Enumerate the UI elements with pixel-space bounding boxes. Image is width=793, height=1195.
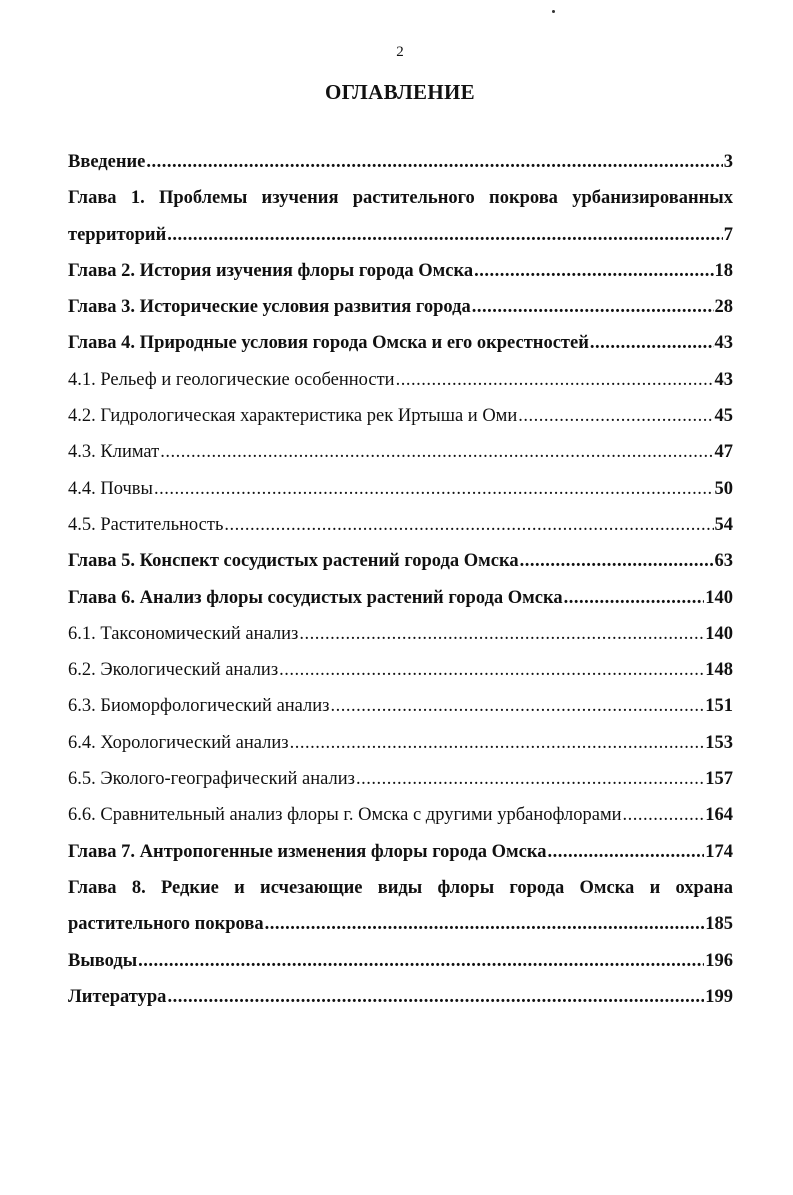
toc-word: урбанизированных (572, 188, 733, 209)
toc-entry-chapter-4 (68, 325, 733, 361)
toc-entry-page: 199 (705, 986, 733, 1007)
toc-entry-4-5 (68, 507, 733, 543)
toc-entry-page: 28 (714, 297, 733, 318)
toc-entry-label: Глава 3. Исторические условия развития города (68, 297, 471, 318)
dot-leader (564, 580, 705, 616)
toc-word: Глава (68, 877, 117, 898)
toc-entry-chapter-8-line-2 (68, 906, 733, 942)
toc-entry-chapter-6 (68, 580, 733, 616)
toc-word: флоры (437, 877, 495, 898)
toc-entry-page: 47 (714, 442, 733, 463)
dot-leader (356, 761, 704, 797)
toc-entry-page: 54 (714, 514, 733, 535)
toc-entry-4-1 (68, 362, 733, 398)
toc-entry-4-2 (68, 398, 733, 434)
toc-entry-label: 6.5. Эколого-географический анализ (68, 769, 355, 790)
toc-word: 1. (130, 188, 145, 209)
toc-word: и (234, 877, 245, 898)
toc-entry-label: 6.4. Хорологический анализ (68, 732, 289, 753)
toc-entry-label: Глава 4. Природные условия города Омска и его окрестностей (68, 333, 589, 354)
toc-word: Омска (579, 877, 635, 898)
toc-entry-label: 6.1. Таксономический анализ (68, 623, 299, 644)
toc-word: растительного (352, 188, 475, 209)
toc-entry-page: 196 (705, 950, 733, 971)
toc-entry-label: Глава 2. История изучения флоры города Омска (68, 260, 474, 281)
toc-word: Глава (68, 188, 117, 209)
toc-entry-label: Глава 7. Антропогенные изменения флоры города Омска (68, 841, 547, 862)
toc-entry-label: 6.3. Биоморфологический анализ (68, 696, 330, 717)
toc-entry-page: 140 (705, 587, 733, 608)
scan-speck (552, 10, 555, 13)
dot-leader (138, 943, 704, 979)
toc-entry-page: 18 (714, 260, 733, 281)
toc-entry-chapter-7 (68, 834, 733, 870)
dot-leader (299, 616, 704, 652)
toc-entry-label: 4.4. Почвы (68, 478, 153, 499)
toc-word: виды (377, 877, 423, 898)
toc-entry-page: 43 (714, 369, 733, 390)
toc-entry-6-4 (68, 725, 733, 761)
toc-entry-label: Выводы (68, 950, 138, 971)
toc-word: Проблемы (158, 188, 248, 209)
toc-entry-page: 185 (705, 914, 733, 935)
toc-entry-label: 6.2. Экологический анализ (68, 660, 279, 681)
toc-entry-page: 174 (705, 841, 733, 862)
dot-leader (474, 253, 713, 289)
toc-word: города (509, 877, 565, 898)
dot-leader (160, 434, 713, 470)
toc-entry-6-5 (68, 761, 733, 797)
toc-entry-page: 164 (705, 805, 733, 826)
toc-entry-chapter-2 (68, 253, 733, 289)
toc-entry-label: 4.5. Растительность (68, 514, 224, 535)
toc-entry-introduction (68, 144, 733, 180)
toc-entry-6-2 (68, 652, 733, 688)
toc-entry-label: Введение (68, 152, 146, 172)
toc-entry-label: 4.3. Климат (68, 442, 160, 463)
toc-entry-4-4 (68, 471, 733, 507)
toc-word: Редкие (160, 877, 219, 898)
dot-leader (331, 688, 705, 724)
toc-entry-page: 50 (714, 478, 733, 499)
toc-entry-chapter-3 (68, 289, 733, 325)
toc-word: и (649, 877, 661, 898)
dot-leader (224, 507, 713, 543)
toc-entry-page: 7 (723, 224, 733, 245)
toc-entry-6-1 (68, 616, 733, 652)
toc-entry-label: 4.2. Гидрологическая характеристика рек Иртыша и Оми (68, 406, 518, 427)
toc-entry-conclusions (68, 943, 733, 979)
toc-entry-page: 140 (705, 623, 733, 644)
dot-leader (472, 289, 714, 325)
toc-entry-6-3 (68, 688, 733, 724)
toc-entry-page: 43 (714, 333, 733, 354)
toc-entry-chapter-1-line-1 (68, 180, 733, 216)
toc-entry-label: территорий (68, 224, 167, 245)
toc-entry-label: Глава 6. Анализ флоры сосудистых растений города Омска (68, 587, 563, 608)
toc-entry-label: 4.1. Рельеф и геологические особенности (68, 369, 395, 390)
toc-word: покрова (489, 188, 558, 209)
toc-entry-6-6 (68, 797, 733, 833)
table-of-contents (68, 144, 733, 1015)
dot-leader (167, 217, 723, 253)
toc-word: исчезающие (260, 877, 363, 898)
toc-word: 8. (131, 877, 146, 898)
dot-leader (265, 906, 705, 942)
toc-entry-label: Глава 5. Конспект сосудистых растений города Омска (68, 551, 519, 572)
dot-leader (547, 834, 704, 870)
toc-entry-page: 63 (714, 551, 733, 572)
dot-leader (518, 398, 713, 434)
toc-entry-literature (68, 979, 733, 1015)
dot-leader (279, 652, 704, 688)
dot-leader (590, 325, 714, 361)
toc-word: охрана (675, 877, 733, 898)
toc-entry-chapter-1-line-2 (68, 217, 733, 253)
toc-entry-4-3 (68, 434, 733, 470)
toc-word: изучения (261, 188, 339, 209)
toc-entry-chapter-5 (68, 543, 733, 579)
dot-leader (396, 362, 714, 398)
toc-entry-page: 157 (705, 769, 733, 790)
toc-entry-page: 45 (714, 406, 733, 427)
dot-leader (154, 471, 714, 507)
toc-entry-chapter-8-line-1 (68, 870, 733, 906)
toc-entry-page: 148 (705, 660, 733, 681)
toc-entry-label: 6.6. Сравнительный анализ флоры г. Омска с другими урбанофлорами (68, 805, 622, 826)
toc-title: ОГЛАВЛЕНИЕ (325, 80, 475, 104)
toc-entry-page: 153 (705, 732, 733, 753)
dot-leader (146, 144, 722, 180)
toc-entry-label: Литература (68, 986, 167, 1007)
dot-leader (623, 797, 705, 833)
page-number: 2 (396, 44, 404, 60)
toc-entry-page: 151 (705, 696, 733, 717)
toc-entry-label: растительного покрова (68, 914, 264, 935)
dot-leader (167, 979, 704, 1015)
dot-leader (520, 543, 714, 579)
toc-entry-page: 3 (723, 152, 733, 172)
dot-leader (290, 725, 705, 761)
